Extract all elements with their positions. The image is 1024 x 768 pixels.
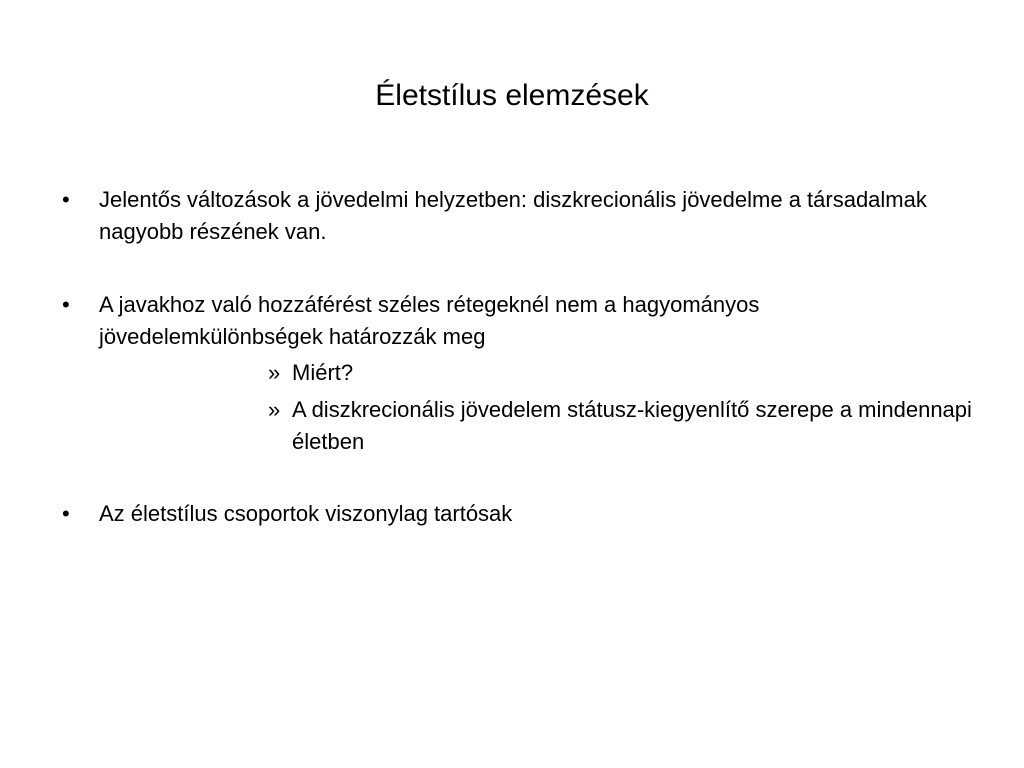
sub-bullet-marker: »	[268, 397, 281, 422]
sub-bullet-item-why	[268, 357, 972, 389]
sub-bullet-text: Miért?	[292, 360, 354, 385]
bullet-marker: •	[62, 187, 70, 212]
bullet-item-lifestyle-groups	[62, 498, 949, 530]
bullet-item-income-changes	[62, 184, 949, 248]
bullet-text: A javakhoz való hozzáférést széles rétegeknél nem a hagyományos jövedelemkülönbségek határozzák meg	[99, 292, 760, 349]
sub-bullet-item-status-equalizing	[268, 394, 972, 458]
sub-bullet-marker: »	[268, 360, 281, 385]
bullet-marker: •	[62, 501, 70, 526]
bullet-text: Az életstílus csoportok viszonylag tartósak	[99, 501, 513, 526]
bullet-item-access-to-goods	[62, 289, 949, 353]
bullet-marker: •	[62, 292, 70, 317]
bullet-text: Jelentős változások a jövedelmi helyzetben: diszkrecionális jövedelme a társadalmak nagyobb részének van.	[99, 187, 927, 244]
slide-title: Életstílus elemzések	[375, 79, 649, 112]
sub-bullet-text: A diszkrecionális jövedelem státusz-kiegyenlítő szerepe a mindennapi életben	[292, 397, 972, 454]
